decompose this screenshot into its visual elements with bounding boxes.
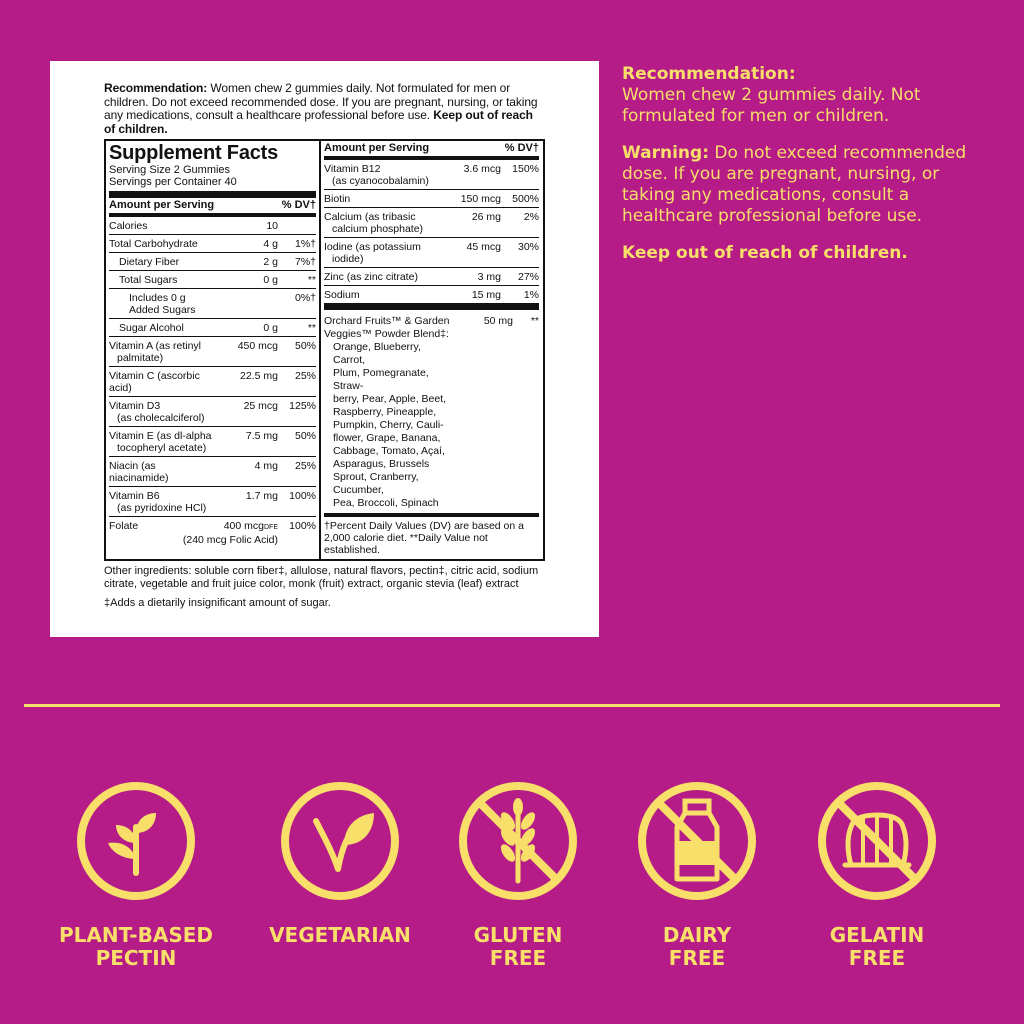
- nutrient-dv: 30%: [517, 241, 539, 253]
- side-recommendation: [622, 64, 982, 127]
- badge-caption-line2: FREE: [668, 946, 726, 970]
- powder-blend: [324, 303, 539, 513]
- nutrient-row: [109, 253, 316, 271]
- nutrient-name: Total Sugars: [119, 274, 178, 286]
- nutrient-source: (as pyridoxine HCl): [117, 502, 207, 514]
- nutrient-dv: 1%†: [294, 238, 316, 250]
- badge-caption-line1: GELATIN: [829, 923, 925, 947]
- badge-caption-line2: FREE: [848, 946, 906, 970]
- amount-header: Amount per Serving: [109, 199, 215, 211]
- supplement-facts-label: [50, 61, 599, 637]
- nutrient-amount: 1.7 mg: [245, 490, 278, 502]
- nutrient-dv: 1%: [523, 289, 539, 301]
- amount-header: Amount per Serving: [324, 142, 430, 154]
- label-recommendation: [104, 82, 545, 136]
- left-nutrient-rows: [109, 217, 316, 548]
- blend-ingredient-line: berry, Pear, Apple, Beet,: [333, 393, 447, 405]
- nutrient-amount: 25 mcg: [243, 400, 278, 412]
- nutrient-note: (240 mcg Folic Acid): [182, 534, 278, 546]
- gelatin-mold-crossed-icon: [817, 781, 937, 901]
- nutrient-amount: 450 mcg: [237, 340, 278, 352]
- nutrient-amount: 45 mcg: [466, 241, 501, 253]
- nutrient-name: Sodium: [324, 289, 360, 301]
- nutrient-dv: 150%: [512, 163, 539, 175]
- milk-bottle-crossed-icon: [637, 781, 757, 901]
- nutrient-dv: 25%: [294, 370, 316, 382]
- blend-ingredient-line: Pea, Broccoli, Spinach: [333, 497, 439, 509]
- side-warning-heading: Warning:: [622, 143, 710, 163]
- badge-gelatin-free: [817, 781, 937, 970]
- nutrient-dv: 50%: [294, 340, 316, 352]
- badge-caption-line2: PECTIN: [95, 946, 177, 970]
- nutrient-dv: 25%: [294, 460, 316, 472]
- nutrient-name: Vitamin C (ascorbic acid): [109, 370, 200, 394]
- nutrient-row: [324, 286, 539, 303]
- blend-name-2: Veggies™ Powder Blend‡:: [324, 328, 449, 340]
- nutrient-name: Vitamin B12: [324, 163, 381, 175]
- sugar-note: ‡Adds a dietarily insignificant amount of sugar.: [104, 597, 331, 609]
- nutrient-row: [109, 427, 316, 457]
- nutrient-source: calcium phosphate): [332, 223, 424, 235]
- nutrient-dv: 50%: [294, 430, 316, 442]
- nutrient-dv: 500%: [512, 193, 539, 205]
- nutrient-source: tocopheryl acetate): [117, 442, 207, 454]
- nutrient-name: Calcium (as tribasic: [324, 211, 416, 223]
- nutrient-name: Dietary Fiber: [119, 256, 180, 268]
- blend-ingredient-line: Pumpkin, Cherry, Cauli-: [333, 419, 444, 431]
- dv-header: % DV†: [504, 142, 539, 154]
- side-info: [622, 64, 982, 280]
- nutrient-source: iodide): [332, 253, 364, 265]
- nutrient-amount: 400 mcg: [223, 520, 264, 532]
- blend-amount: 50 mg: [483, 315, 513, 327]
- nutrient-amount: 3 mg: [477, 271, 501, 283]
- nutrient-row: [109, 487, 316, 517]
- nutrient-name: Includes 0 g Added Sugars: [129, 292, 196, 316]
- nutrient-source: (as cyanocobalamin): [332, 175, 429, 187]
- nutrient-dv: 100%: [289, 520, 316, 532]
- nutrient-row: [324, 238, 539, 268]
- nutrient-name: Vitamin D3: [109, 400, 161, 412]
- badge-caption-line1: DAIRY: [662, 923, 732, 947]
- label-keep-out: Keep out of reach of children.: [104, 108, 533, 136]
- side-recommendation-text: Women chew 2 gummies daily. Not formulated for men or children.: [622, 85, 921, 126]
- side-keep-out-text: Keep out of reach of children.: [622, 243, 908, 263]
- nutrient-amount: 7.5 mg: [245, 430, 278, 442]
- serving-size: Serving Size 2 Gummies: [109, 164, 231, 176]
- label-recommendation-text: Women chew 2 gummies daily. Not formulated for men or children. Do not exceed recommended dose. If you are pregnant, nursing, or taking any medications, consult a healthcare professional before use.: [104, 81, 538, 122]
- blend-ingredient-line: Raspberry, Pineapple,: [333, 406, 437, 418]
- blend-ingredient-line: Asparagus, Brussels: [333, 458, 430, 470]
- nutrient-row: [109, 217, 316, 235]
- nutrient-dv: 27%: [517, 271, 539, 283]
- servings-per-container: Servings per Container 40: [109, 176, 237, 188]
- blend-ingredient-line: Sprout, Cranberry, Cucumber,: [333, 471, 419, 496]
- left-column-header: [109, 198, 316, 217]
- nutrient-row: [109, 289, 316, 319]
- nutrient-row: [324, 190, 539, 208]
- right-column-header: [324, 141, 539, 160]
- nutrient-amount: 22.5 mg: [240, 370, 278, 382]
- nutrient-row: [324, 208, 539, 238]
- nutrient-name: Folate: [109, 520, 139, 532]
- nutrient-name: Vitamin A (as retinyl: [109, 340, 202, 352]
- nutrient-name: Sugar Alcohol: [119, 322, 184, 334]
- side-recommendation-heading: Recommendation:: [622, 64, 796, 84]
- badge-caption-line1: GLUTEN: [473, 923, 563, 947]
- badge-plant-based-pectin: [58, 781, 213, 970]
- right-nutrient-rows: [324, 160, 539, 303]
- nutrient-name: Zinc (as zinc citrate): [324, 271, 418, 283]
- nutrient-source: (as cholecalciferol): [117, 412, 205, 424]
- dv-footnote: †Percent Daily Values (DV) are based on a 2,000 calorie diet. **Daily Value not established.: [324, 513, 539, 559]
- nutrient-source: palmitate): [117, 352, 164, 364]
- nutrient-amount: 26 mg: [471, 211, 501, 223]
- other-ingredients: Other ingredients: soluble corn fiber‡, allulose, natural flavors, pectin‡, citric acid, sodium citrate, vegetable and fruit juice color, monk (fruit) extract, organic stevia (leaf) extract: [104, 565, 539, 590]
- blend-ingredient-line: flower, Grape, Banana,: [333, 432, 441, 444]
- dv-header: % DV†: [281, 199, 316, 211]
- nutrient-row: [324, 268, 539, 286]
- section-divider: [24, 704, 1000, 707]
- nutrient-amount: 0 g: [263, 274, 278, 286]
- nutrient-name: Vitamin B6: [109, 490, 160, 502]
- nutrient-dv: **: [307, 274, 316, 286]
- nutrient-name: Calories: [109, 220, 148, 232]
- badge-caption-line1: PLANT-BASED: [58, 923, 213, 947]
- facts-left-column: [106, 141, 321, 559]
- vegetarian-leaf-icon: [280, 781, 400, 901]
- nutrient-dv: [282, 220, 316, 232]
- wheat-crossed-icon: [458, 781, 578, 901]
- nutrient-name: Total Carbohydrate: [109, 238, 198, 250]
- nutrient-dv: 100%: [289, 490, 316, 502]
- side-keep-out: [622, 243, 982, 264]
- nutrient-dv: 0%†: [294, 292, 316, 304]
- facts-right-column: [321, 141, 542, 559]
- nutrient-amount: 4 mg: [254, 460, 278, 472]
- nutrient-name: Biotin: [324, 193, 351, 205]
- badge-gluten-free: [458, 781, 578, 970]
- nutrient-row: [109, 337, 316, 367]
- badge-caption-line2: FREE: [489, 946, 547, 970]
- plant-sprout-icon: [76, 781, 196, 901]
- blend-ingredient-list: [324, 341, 451, 510]
- nutrient-dv: 125%: [289, 400, 316, 412]
- nutrient-name: Vitamin E (as dl-alpha: [109, 430, 212, 442]
- facts-title: Supplement Facts: [109, 142, 279, 164]
- nutrient-row: [324, 160, 539, 190]
- side-warning: [622, 143, 982, 227]
- label-recommendation-heading: Recommendation:: [104, 81, 208, 95]
- badge-dairy-free: [637, 781, 757, 970]
- nutrient-amount: 3.6 mcg: [463, 163, 501, 175]
- nutrient-row: [109, 397, 316, 427]
- nutrient-dv: 7%†: [294, 256, 316, 268]
- nutrient-row: [109, 235, 316, 253]
- blend-ingredient-line: Orange, Blueberry, Carrot,: [333, 341, 421, 366]
- nutrient-row: [109, 367, 316, 397]
- blend-ingredient-line: Cabbage, Tomato, Açaí,: [333, 445, 445, 457]
- blend-dv: **: [530, 315, 539, 327]
- nutrient-dv: **: [307, 322, 316, 334]
- nutrient-row: [109, 271, 316, 289]
- supplement-facts-panel: [104, 139, 545, 561]
- nutrient-dv: 2%: [523, 211, 539, 223]
- blend-name-1: Orchard Fruits™ & Garden: [324, 315, 450, 327]
- nutrient-amount: 4 g: [263, 238, 278, 250]
- nutrient-amount: 0 g: [263, 322, 278, 334]
- nutrient-amount: 15 mg: [471, 289, 501, 301]
- nutrient-row: [109, 319, 316, 337]
- badge-caption-line1: VEGETARIAN: [269, 923, 411, 947]
- badge-vegetarian: [269, 781, 411, 947]
- nutrient-name: Niacin (as niacinamide): [109, 460, 169, 484]
- nutrient-amount: 150 mcg: [460, 193, 501, 205]
- nutrient-amount-unit: DFE: [264, 524, 278, 531]
- nutrient-name: Iodine (as potassium: [324, 241, 421, 253]
- nutrient-amount: 10: [266, 220, 278, 232]
- nutrient-amount: 2 g: [263, 256, 278, 268]
- nutrient-row: [109, 517, 316, 548]
- nutrient-row: [109, 457, 316, 487]
- thick-rule: [109, 191, 316, 198]
- side-warning-text: Do not exceed recommended dose. If you are pregnant, nursing, or taking any medications, consult a healthcare professional before use.: [622, 143, 967, 226]
- blend-ingredient-line: Plum, Pomegranate, Straw-: [333, 367, 429, 392]
